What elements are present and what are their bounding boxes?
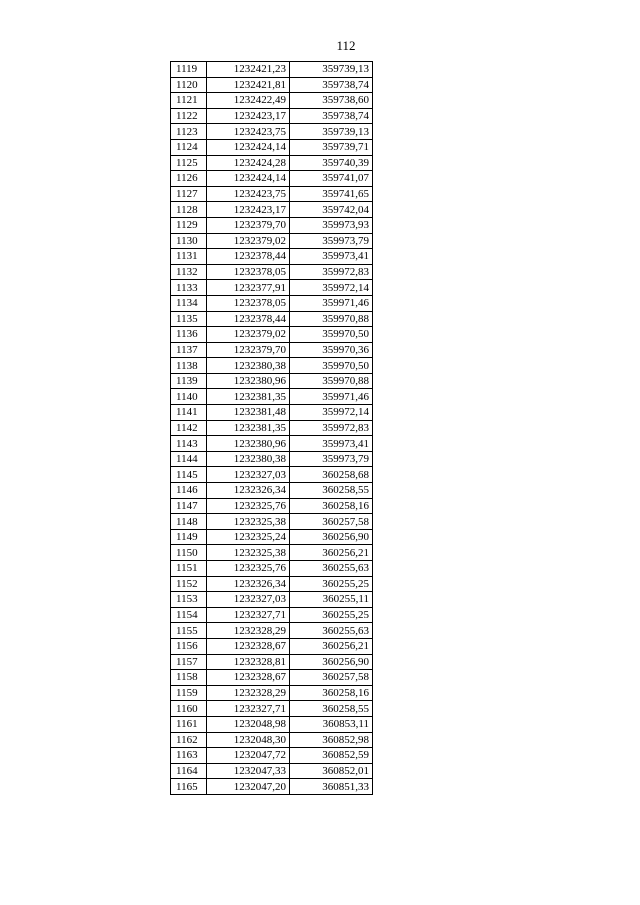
x-coordinate-cell: 1232328,29 xyxy=(207,685,290,701)
point-number-cell: 1149 xyxy=(171,529,207,545)
x-coordinate-cell: 1232379,02 xyxy=(207,233,290,249)
point-number-cell: 1165 xyxy=(171,779,207,795)
point-number-cell: 1151 xyxy=(171,561,207,577)
y-coordinate-cell: 359970,88 xyxy=(290,311,373,327)
y-coordinate-cell: 359739,71 xyxy=(290,139,373,155)
table-row xyxy=(171,280,373,296)
point-number-cell: 1125 xyxy=(171,155,207,171)
point-number-cell: 1130 xyxy=(171,233,207,249)
y-coordinate-cell: 359739,13 xyxy=(290,62,373,78)
point-number-cell: 1144 xyxy=(171,451,207,467)
table-row xyxy=(171,311,373,327)
x-coordinate-cell: 1232380,38 xyxy=(207,358,290,374)
x-coordinate-cell: 1232380,38 xyxy=(207,451,290,467)
point-number-cell: 1143 xyxy=(171,436,207,452)
x-coordinate-cell: 1232326,34 xyxy=(207,576,290,592)
point-number-cell: 1134 xyxy=(171,295,207,311)
x-coordinate-cell: 1232380,96 xyxy=(207,436,290,452)
point-number-cell: 1164 xyxy=(171,763,207,779)
x-coordinate-cell: 1232423,17 xyxy=(207,202,290,218)
table-row xyxy=(171,592,373,608)
table-row xyxy=(171,420,373,436)
point-number-cell: 1157 xyxy=(171,654,207,670)
point-number-cell: 1163 xyxy=(171,748,207,764)
point-number-cell: 1135 xyxy=(171,311,207,327)
table-row xyxy=(171,62,373,78)
table-row xyxy=(171,716,373,732)
y-coordinate-cell: 359742,04 xyxy=(290,202,373,218)
y-coordinate-cell: 360255,63 xyxy=(290,623,373,639)
point-number-cell: 1132 xyxy=(171,264,207,280)
point-number-cell: 1155 xyxy=(171,623,207,639)
y-coordinate-cell: 360256,21 xyxy=(290,545,373,561)
point-number-cell: 1158 xyxy=(171,670,207,686)
y-coordinate-cell: 360256,90 xyxy=(290,654,373,670)
table-row xyxy=(171,155,373,171)
coordinates-table-body xyxy=(171,62,373,795)
point-number-cell: 1131 xyxy=(171,249,207,265)
table-row xyxy=(171,171,373,187)
x-coordinate-cell: 1232325,38 xyxy=(207,514,290,530)
x-coordinate-cell: 1232378,05 xyxy=(207,264,290,280)
point-number-cell: 1162 xyxy=(171,732,207,748)
y-coordinate-cell: 360255,63 xyxy=(290,561,373,577)
y-coordinate-cell: 359741,07 xyxy=(290,171,373,187)
table-row xyxy=(171,529,373,545)
table-row xyxy=(171,93,373,109)
point-number-cell: 1127 xyxy=(171,186,207,202)
x-coordinate-cell: 1232378,44 xyxy=(207,249,290,265)
table-row xyxy=(171,124,373,140)
y-coordinate-cell: 359972,83 xyxy=(290,420,373,436)
y-coordinate-cell: 360257,58 xyxy=(290,514,373,530)
x-coordinate-cell: 1232325,24 xyxy=(207,529,290,545)
table-row xyxy=(171,77,373,93)
point-number-cell: 1139 xyxy=(171,373,207,389)
x-coordinate-cell: 1232422,49 xyxy=(207,93,290,109)
point-number-cell: 1142 xyxy=(171,420,207,436)
table-row xyxy=(171,670,373,686)
x-coordinate-cell: 1232379,70 xyxy=(207,217,290,233)
y-coordinate-cell: 360256,90 xyxy=(290,529,373,545)
table-row xyxy=(171,436,373,452)
x-coordinate-cell: 1232379,02 xyxy=(207,327,290,343)
table-row xyxy=(171,327,373,343)
point-number-cell: 1137 xyxy=(171,342,207,358)
x-coordinate-cell: 1232328,67 xyxy=(207,670,290,686)
y-coordinate-cell: 360258,55 xyxy=(290,483,373,499)
x-coordinate-cell: 1232325,38 xyxy=(207,545,290,561)
y-coordinate-cell: 359973,41 xyxy=(290,249,373,265)
table-row xyxy=(171,342,373,358)
y-coordinate-cell: 360255,25 xyxy=(290,576,373,592)
y-coordinate-cell: 359970,50 xyxy=(290,358,373,374)
x-coordinate-cell: 1232327,03 xyxy=(207,467,290,483)
y-coordinate-cell: 360852,01 xyxy=(290,763,373,779)
y-coordinate-cell: 360851,33 xyxy=(290,779,373,795)
y-coordinate-cell: 359970,88 xyxy=(290,373,373,389)
x-coordinate-cell: 1232380,96 xyxy=(207,373,290,389)
table-row xyxy=(171,467,373,483)
point-number-cell: 1119 xyxy=(171,62,207,78)
table-row xyxy=(171,264,373,280)
y-coordinate-cell: 360852,59 xyxy=(290,748,373,764)
point-number-cell: 1140 xyxy=(171,389,207,405)
y-coordinate-cell: 359738,60 xyxy=(290,93,373,109)
table-row xyxy=(171,217,373,233)
table-row xyxy=(171,561,373,577)
y-coordinate-cell: 359738,74 xyxy=(290,77,373,93)
x-coordinate-cell: 1232423,17 xyxy=(207,108,290,124)
table-row xyxy=(171,139,373,155)
y-coordinate-cell: 359970,36 xyxy=(290,342,373,358)
table-row xyxy=(171,623,373,639)
x-coordinate-cell: 1232381,48 xyxy=(207,405,290,421)
table-row xyxy=(171,295,373,311)
table-row xyxy=(171,233,373,249)
y-coordinate-cell: 359973,79 xyxy=(290,451,373,467)
point-number-cell: 1129 xyxy=(171,217,207,233)
table-row xyxy=(171,202,373,218)
table-row xyxy=(171,514,373,530)
y-coordinate-cell: 359972,14 xyxy=(290,405,373,421)
table-row xyxy=(171,249,373,265)
point-number-cell: 1160 xyxy=(171,701,207,717)
table-row xyxy=(171,389,373,405)
point-number-cell: 1122 xyxy=(171,108,207,124)
table-row xyxy=(171,685,373,701)
point-number-cell: 1148 xyxy=(171,514,207,530)
x-coordinate-cell: 1232421,81 xyxy=(207,77,290,93)
x-coordinate-cell: 1232326,34 xyxy=(207,483,290,499)
x-coordinate-cell: 1232424,28 xyxy=(207,155,290,171)
table-row xyxy=(171,779,373,795)
x-coordinate-cell: 1232328,29 xyxy=(207,623,290,639)
y-coordinate-cell: 359972,83 xyxy=(290,264,373,280)
x-coordinate-cell: 1232421,23 xyxy=(207,62,290,78)
point-number-cell: 1153 xyxy=(171,592,207,608)
x-coordinate-cell: 1232381,35 xyxy=(207,389,290,405)
y-coordinate-cell: 359738,74 xyxy=(290,108,373,124)
point-number-cell: 1126 xyxy=(171,171,207,187)
point-number-cell: 1124 xyxy=(171,139,207,155)
y-coordinate-cell: 359739,13 xyxy=(290,124,373,140)
point-number-cell: 1141 xyxy=(171,405,207,421)
point-number-cell: 1145 xyxy=(171,467,207,483)
x-coordinate-cell: 1232423,75 xyxy=(207,124,290,140)
y-coordinate-cell: 360258,16 xyxy=(290,685,373,701)
x-coordinate-cell: 1232325,76 xyxy=(207,498,290,514)
x-coordinate-cell: 1232047,72 xyxy=(207,748,290,764)
point-number-cell: 1123 xyxy=(171,124,207,140)
y-coordinate-cell: 359740,39 xyxy=(290,155,373,171)
x-coordinate-cell: 1232047,20 xyxy=(207,779,290,795)
point-number-cell: 1136 xyxy=(171,327,207,343)
table-row xyxy=(171,483,373,499)
y-coordinate-cell: 360258,55 xyxy=(290,701,373,717)
y-coordinate-cell: 359972,14 xyxy=(290,280,373,296)
x-coordinate-cell: 1232327,71 xyxy=(207,607,290,623)
x-coordinate-cell: 1232327,71 xyxy=(207,701,290,717)
table-row xyxy=(171,638,373,654)
y-coordinate-cell: 360853,11 xyxy=(290,716,373,732)
table-row xyxy=(171,451,373,467)
point-number-cell: 1159 xyxy=(171,685,207,701)
y-coordinate-cell: 360258,16 xyxy=(290,498,373,514)
y-coordinate-cell: 360852,98 xyxy=(290,732,373,748)
x-coordinate-cell: 1232328,67 xyxy=(207,638,290,654)
x-coordinate-cell: 1232048,98 xyxy=(207,716,290,732)
point-number-cell: 1146 xyxy=(171,483,207,499)
x-coordinate-cell: 1232379,70 xyxy=(207,342,290,358)
table-row xyxy=(171,607,373,623)
table-row xyxy=(171,186,373,202)
table-row xyxy=(171,498,373,514)
table-row xyxy=(171,358,373,374)
x-coordinate-cell: 1232424,14 xyxy=(207,171,290,187)
y-coordinate-cell: 360256,21 xyxy=(290,638,373,654)
y-coordinate-cell: 359971,46 xyxy=(290,389,373,405)
x-coordinate-cell: 1232377,91 xyxy=(207,280,290,296)
y-coordinate-cell: 359970,50 xyxy=(290,327,373,343)
y-coordinate-cell: 360257,58 xyxy=(290,670,373,686)
point-number-cell: 1133 xyxy=(171,280,207,296)
page-number: 112 xyxy=(336,38,356,53)
point-number-cell: 1138 xyxy=(171,358,207,374)
point-number-cell: 1156 xyxy=(171,638,207,654)
y-coordinate-cell: 359973,79 xyxy=(290,233,373,249)
x-coordinate-cell: 1232047,33 xyxy=(207,763,290,779)
table-row xyxy=(171,763,373,779)
y-coordinate-cell: 360255,25 xyxy=(290,607,373,623)
y-coordinate-cell: 359741,65 xyxy=(290,186,373,202)
table-row xyxy=(171,405,373,421)
point-number-cell: 1128 xyxy=(171,202,207,218)
x-coordinate-cell: 1232048,30 xyxy=(207,732,290,748)
x-coordinate-cell: 1232423,75 xyxy=(207,186,290,202)
point-number-cell: 1154 xyxy=(171,607,207,623)
x-coordinate-cell: 1232424,14 xyxy=(207,139,290,155)
table-row xyxy=(171,748,373,764)
y-coordinate-cell: 359971,46 xyxy=(290,295,373,311)
table-row xyxy=(171,545,373,561)
table-row xyxy=(171,654,373,670)
y-coordinate-cell: 360258,68 xyxy=(290,467,373,483)
y-coordinate-cell: 360255,11 xyxy=(290,592,373,608)
x-coordinate-cell: 1232325,76 xyxy=(207,561,290,577)
point-number-cell: 1120 xyxy=(171,77,207,93)
point-number-cell: 1150 xyxy=(171,545,207,561)
x-coordinate-cell: 1232328,81 xyxy=(207,654,290,670)
point-number-cell: 1161 xyxy=(171,716,207,732)
table-row xyxy=(171,108,373,124)
y-coordinate-cell: 359973,93 xyxy=(290,217,373,233)
point-number-cell: 1121 xyxy=(171,93,207,109)
x-coordinate-cell: 1232378,05 xyxy=(207,295,290,311)
x-coordinate-cell: 1232381,35 xyxy=(207,420,290,436)
table-row xyxy=(171,576,373,592)
x-coordinate-cell: 1232378,44 xyxy=(207,311,290,327)
table-row xyxy=(171,373,373,389)
y-coordinate-cell: 359973,41 xyxy=(290,436,373,452)
x-coordinate-cell: 1232327,03 xyxy=(207,592,290,608)
point-number-cell: 1152 xyxy=(171,576,207,592)
table-row xyxy=(171,732,373,748)
point-number-cell: 1147 xyxy=(171,498,207,514)
coordinates-table xyxy=(170,61,373,795)
table-row xyxy=(171,701,373,717)
